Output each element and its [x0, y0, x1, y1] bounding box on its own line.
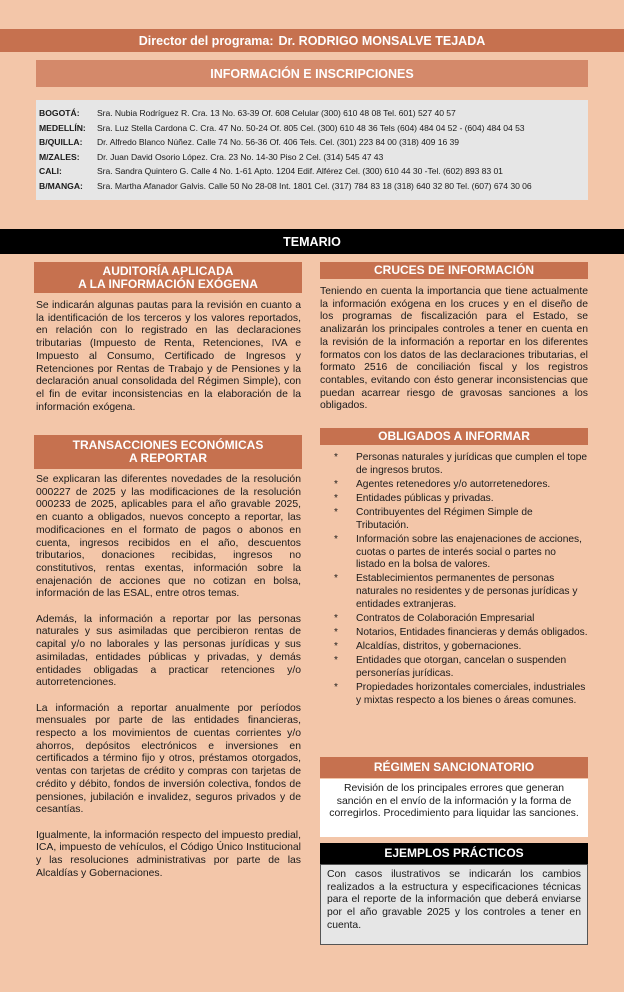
transacciones-paragraph-2: Además, la información a reportar por las personas naturales y sus asimiladas que percibieron rentas de capital y/o no laborales y las personas jurídicas y sus asimiladas, entidades públicas y privadas, y demás entidades obligadas a practicar retenciones y/o autorretenciones. [36, 613, 301, 689]
contact-details: Dr. Juan David Osorio López. Cra. 23 No. 14-30 Piso 2 Cel. (314) 545 47 43 [97, 151, 384, 162]
bullet: * [334, 478, 338, 490]
auditoria-heading [34, 262, 302, 293]
transacciones-title-line2: A REPORTAR [129, 451, 207, 465]
list-item-text: Información sobre las enajenaciones de acciones, cuotas o partes de interés social o partes no listado en la bolsa de valores. [356, 533, 582, 571]
transacciones-heading [34, 435, 302, 469]
transacciones-paragraph-3: La información a reportar anualmente por períodos mensuales por parte de las entidades financieras, respecto a los movimientos de cuentas corrientes y/o ahorros, depósitos electrónicos e inversiones en certificados a término fijo y otros, préstamos otorgados, ventas con tarjetas de crédito y compras con tarjetas de crédito y débito, fondos de inversión colectiva, fondos de pensiones, jubilación e invalidez, seguros privados y de cesantías. [36, 702, 301, 816]
contact-row-barranquilla [39, 135, 588, 150]
contact-details: Sra. Sandra Quintero G. Calle 4 No. 1-61 Apto. 1204 Edif. Alférez Cel. (300) 610 44 30 -Tel. (602) 893 83 01 [97, 166, 503, 177]
transacciones-title-line1: TRANSACCIONES ECONÓMICAS [72, 438, 264, 452]
director-label: Director del programa: [138, 33, 274, 48]
list-item-text: Notarios, Entidades financieras y demás obligados. [356, 626, 588, 638]
bullet: * [334, 573, 338, 585]
transacciones-text [36, 474, 301, 880]
list-item-text: Entidades públicas y privadas. [356, 492, 494, 504]
contact-details: Dr. Alfredo Blanco Núñez. Calle 74 No. 56-36 Of. 406 Tels. Cel. (301) 223 84 00 (318) 409 16 39 [97, 137, 459, 148]
contacts-box [36, 100, 588, 200]
bullet: * [334, 641, 338, 653]
contact-city: CALI: [39, 166, 62, 177]
list-item [334, 627, 588, 640]
list-item [334, 452, 588, 477]
contact-city: MEDELLÍN: [39, 122, 86, 133]
contact-row-bogota [39, 106, 588, 121]
auditoria-title-line1: AUDITORÍA APLICADA [102, 263, 234, 278]
regimen-text-box [320, 779, 588, 837]
list-item-text: Entidades que otorgan, cancelan o suspenden personerías jurídicas. [356, 655, 567, 679]
regimen-title: RÉGIMEN SANCIONATORIO [373, 760, 535, 774]
obligados-title: OBLIGADOS A INFORMAR [378, 429, 530, 443]
transacciones-paragraph-1: Se explicaran las diferentes novedades de la resolución 000227 de 2025 y las modificaciones de la resolución 000233 de 2025, aplicables para el año gravable 2025, en cuanto a obligados, nuevos concepto a reportar, las modificaciones en el formato de pagos o abonos en cuenta, ingresos recibidos en el año, descuentos tributarios, donaciones recibidas, ingresos no constitutivos, rentas exentas, información sobre la enajenación de acciones que no cotizan en bolsa, información de las ESAL, entre otros temas. [36, 474, 301, 600]
contact-row-bucaramanga [39, 179, 588, 194]
bullet: * [334, 533, 338, 545]
ejemplos-title: EJEMPLOS PRÁCTICOS [384, 846, 524, 860]
ejemplos-text-box [320, 864, 588, 945]
list-item [334, 682, 588, 707]
contact-city: B/QUILLA: [39, 137, 83, 148]
contact-city: M/ZALES: [39, 151, 80, 162]
list-item [334, 507, 588, 532]
contact-row-manizales [39, 150, 588, 165]
list-item [334, 479, 588, 492]
regimen-heading [320, 757, 588, 778]
contact-row-medellin [39, 121, 588, 136]
ejemplos-paragraph: Con casos ilustrativos se indicarán los cambios realizados a la estructura y especificaciones técnicas para el reporte de la información que deberá enviarse por el año gravable 2025 y los controles a tener en cuenta. [327, 869, 581, 931]
bullet: * [334, 612, 338, 624]
bullet: * [334, 655, 338, 667]
list-item-text: Contribuyentes del Régimen Simple de Tributación. [356, 507, 533, 531]
list-item [334, 655, 588, 680]
ejemplos-heading [320, 843, 588, 864]
bullet: * [334, 507, 338, 519]
list-item-text: Personas naturales y jurídicas que cumplen el tope de ingresos brutos. [356, 452, 588, 476]
auditoria-text [36, 300, 301, 414]
bullet: * [334, 682, 338, 694]
list-item-text: Propiedades horizontales comerciales, industriales y mixtas respecto a los bienes o áreas comunes. [356, 682, 586, 706]
cruces-paragraph: Teniendo en cuenta la importancia que tiene actualmente la información exógena en los cruces y en el diseño de los programas de fiscalización para el Estado, se analizarán los principales controles a tener en cuenta en la revisión de la información a reportar en los diferentes formatos con los datos de las declaraciones tributarias, el formato 2516 de conciliación fiscal y los registros contables, evitando con ésto generar inconsistencias que puedan acarrear riesgo de gravosas sanciones a los obligados. [320, 286, 588, 412]
list-item-text: Agentes retenedores y/o autorretenedores. [356, 478, 551, 490]
auditoria-title-line2: A LA INFORMACIÓN EXÓGENA [78, 276, 258, 291]
transacciones-paragraph-4: Igualmente, la información respecto del impuesto predial, ICA, impuesto de vehículos, el Código Único Institucional y las resoluciones administrativas por parte de las Alcaldías y Gobernaciones. [36, 829, 301, 879]
contact-city: B/MANGA: [39, 180, 83, 191]
cruces-title: CRUCES DE INFORMACIÓN [373, 263, 534, 277]
director-name: Dr. RODRIGO MONSALVE TEJADA [278, 33, 486, 48]
contact-city: BOGOTÁ: [39, 108, 80, 118]
info-registration-heading: INFORMACIÓN E INSCRIPCIONES [36, 60, 588, 87]
program-director-banner [0, 29, 624, 52]
list-item-text: Alcaldías, distritos, y gobernaciones. [356, 641, 522, 653]
obligados-list [334, 452, 588, 709]
list-item [334, 493, 588, 506]
obligados-heading [320, 428, 588, 445]
auditoria-paragraph: Se indicarán algunas pautas para la revisión en cuanto a la identificación de los terceros y los valores reportados, en relación con lo registrado en las declaraciones tributarias (Impuesto de Renta, Retenciones, IVA e Impuesto al Consumo, Certificado de Ingresos y Retenciones por Rentas de Trabajo y de Pensiones y la declaración anual consolidada del Régimen Simple), con el fin de evitar inconsistencias en la elaboración de la información exógena. [36, 300, 301, 413]
cruces-text [320, 286, 588, 413]
bullet: * [334, 626, 338, 638]
contact-row-cali [39, 164, 588, 179]
contact-details: Sra. Martha Afanador Galvis. Calle 50 No 28-08 Int. 1801 Cel. (317) 784 83 18 (318) 640 32 80 Tel. (607) 674 30 06 [97, 180, 532, 191]
list-item [334, 613, 588, 626]
contact-details: Sra. Luz Stella Cardona C. Cra. 47 No. 50-24 Of. 805 Cel. (300) 610 48 36 Tels (604) 484 04 52 - (604) 484 04 53 [97, 122, 525, 133]
list-item [334, 534, 588, 572]
cruces-heading [320, 262, 588, 279]
bullet: * [334, 452, 338, 463]
list-item-text: Establecimientos permanentes de personas naturales no residentes y de personas jurídicas y entidades extranjeras. [356, 573, 578, 610]
list-item-text: Contratos de Colaboración Empresarial [356, 612, 535, 624]
regimen-paragraph: Revisión de los principales errores que generan sanción en el envío de la información y la forma de corregirlos. Procedimiento para liquidar las sanciones. [329, 783, 579, 820]
contact-details: Sra. Nubia Rodríguez R. Cra. 13 No. 63-39 Of. 608 Celular (300) 610 48 08 Tel. 601) 527 40 57 [97, 108, 456, 118]
list-item [334, 573, 588, 611]
list-item [334, 641, 588, 654]
temario-heading: TEMARIO [0, 229, 624, 254]
bullet: * [334, 492, 338, 504]
